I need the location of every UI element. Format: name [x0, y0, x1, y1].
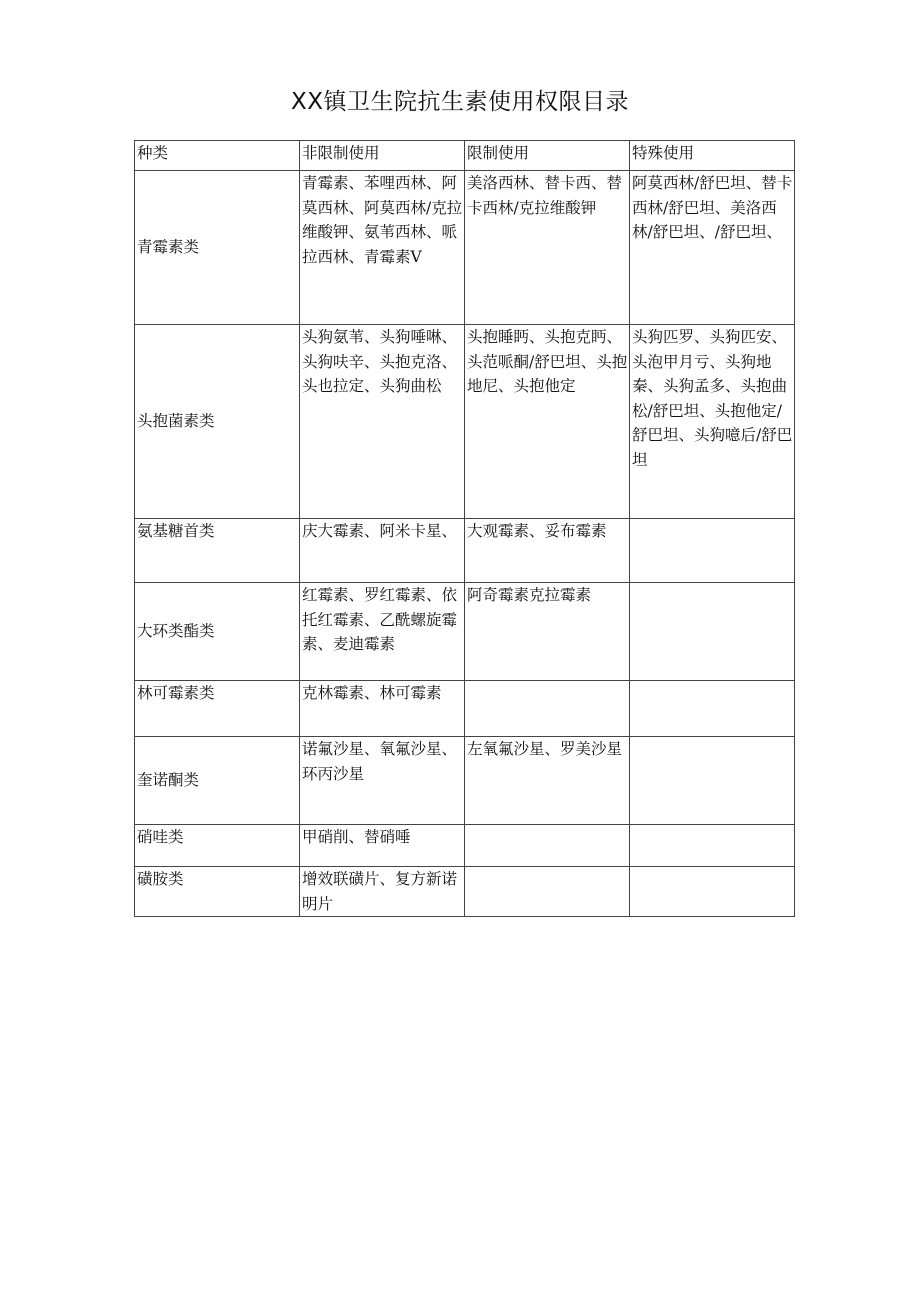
table-row — [135, 325, 795, 519]
table-row — [135, 825, 795, 867]
row-restricted: 头抱睡眄、头抱克眄、头范哌酮/舒巴坦、头抱地尼、头抱他定 — [465, 325, 630, 519]
row-restricted: 美洛西林、替卡西、替卡西林/克拉维酸钾 — [465, 171, 630, 325]
row-category: 奎诺酮类 — [135, 737, 300, 825]
row-unrestricted: 诺氟沙星、氧氟沙星、环丙沙星 — [300, 737, 465, 825]
row-category: 大环类酯类 — [135, 583, 300, 681]
row-restricted: 左氧氟沙星、罗美沙星 — [465, 737, 630, 825]
table-row — [135, 171, 795, 325]
header-restricted: 限制使用 — [465, 141, 630, 171]
row-category: 头抱菌素类 — [135, 325, 300, 519]
row-category: 林可霉素类 — [135, 681, 300, 737]
row-special — [630, 519, 795, 583]
row-unrestricted: 头狗氨苇、头狗唾啉、头狗呋辛、头抱克洛、头也拉定、头狗曲松 — [300, 325, 465, 519]
row-restricted: 大观霉素、妥布霉素 — [465, 519, 630, 583]
row-restricted: 阿奇霉素克拉霉素 — [465, 583, 630, 681]
document-title: XX镇卫生院抗生素使用权限目录 — [290, 89, 629, 115]
row-restricted — [465, 681, 630, 737]
row-special — [630, 825, 795, 867]
row-special: 头狗匹罗、头狗匹安、头泡甲月亏、头狗地秦、头狗孟多、头抱曲松/舒巴坦、头抱他定/舒巴坦、头狗噫后/舒巴坦 — [630, 325, 795, 519]
row-category: 硝哇类 — [135, 825, 300, 867]
row-unrestricted: 庆大霉素、阿米卡星、 — [300, 519, 465, 583]
row-special — [630, 681, 795, 737]
row-special — [630, 867, 795, 917]
table-row — [135, 737, 795, 825]
row-category: 青霉素类 — [135, 171, 300, 325]
table-row — [135, 681, 795, 737]
table-row — [135, 583, 795, 681]
row-category: 磺胺类 — [135, 867, 300, 917]
row-unrestricted: 甲硝削、替硝唾 — [300, 825, 465, 867]
antibiotic-permission-table — [134, 140, 795, 917]
row-special — [630, 583, 795, 681]
header-category: 种类 — [135, 141, 300, 171]
row-category: 氨基糖首类 — [135, 519, 300, 583]
table-header-row — [135, 141, 795, 171]
row-unrestricted: 增效联磺片、复方新诺明片 — [300, 867, 465, 917]
row-special — [630, 737, 795, 825]
row-unrestricted: 青霉素、苯哩西林、阿莫西林、阿莫西林/克拉维酸钾、氨苇西林、哌拉西林、青霉素V — [300, 171, 465, 325]
row-unrestricted: 红霉素、罗红霉素、依托红霉素、乙酰螺旋霉素、麦迪霉素 — [300, 583, 465, 681]
row-restricted — [465, 825, 630, 867]
row-restricted — [465, 867, 630, 917]
header-special: 特殊使用 — [630, 141, 795, 171]
row-special: 阿莫西林/舒巴坦、替卡西林/舒巴坦、美洛西林/舒巴坦、/舒巴坦、 — [630, 171, 795, 325]
row-unrestricted: 克林霉素、林可霉素 — [300, 681, 465, 737]
header-unrestricted: 非限制使用 — [300, 141, 465, 171]
table-row — [135, 867, 795, 917]
table-row — [135, 519, 795, 583]
